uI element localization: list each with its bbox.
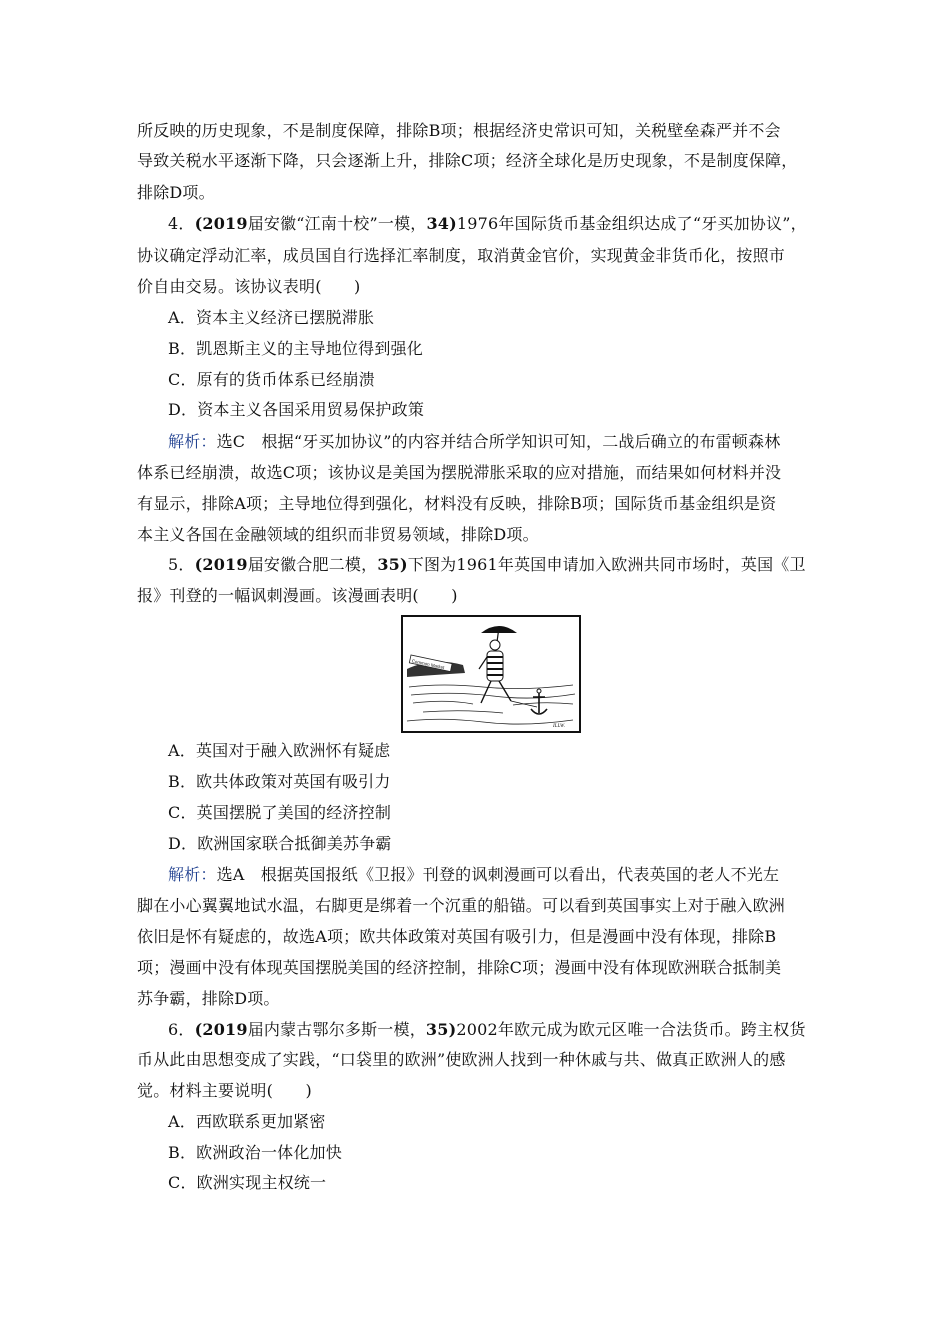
text-line-q5	[168, 555, 858, 575]
text-line-a4b	[137, 463, 827, 483]
text-segment: 6．	[168, 1020, 195, 1039]
analysis-label: 解析：	[168, 432, 217, 451]
text-segment: 届安徽合肥二模，	[247, 555, 378, 574]
text-segment: 体系已经崩溃，故选C项；该协议是美国为摆脱滞胀采取的应对措施，而结果如何材料并没	[137, 463, 782, 482]
text-segment: 届安徽“江南十校”一模，	[247, 214, 427, 233]
text-line-a5d	[137, 958, 827, 978]
text-segment: 脚在小心翼翼地试水温，右脚更是绑着一个沉重的船锚。可以看到英国事实上对于融入欧洲	[137, 896, 786, 915]
text-segment: 35)	[425, 1020, 457, 1039]
text-segment: 导致关税水平逐渐下降，只会逐渐上升，排除C项；经济全球化是历史现象，不是制度保障，	[137, 151, 798, 170]
text-segment: 4．	[168, 214, 195, 233]
text-segment: 选C 根据“牙买加协议”的内容并结合所学知识可知，二战后确立的布雷顿森林	[216, 432, 781, 451]
text-segment: B．欧洲政治一体化加快	[168, 1143, 342, 1162]
text-line-a4d	[137, 525, 827, 545]
text-segment: 届内蒙古鄂尔多斯一模，	[247, 1020, 426, 1039]
text-line-q4A	[168, 308, 858, 328]
text-line-q4D	[168, 400, 858, 420]
text-segment: D．资本主义各国采用贸易保护政策	[168, 400, 425, 419]
text-line-q5A	[168, 741, 858, 761]
cartoon-illustration-icon	[403, 617, 579, 731]
text-line-q5C	[168, 803, 858, 823]
text-line-l2	[137, 151, 827, 171]
text-segment: 项；漫画中没有体现英国摆脱美国的经济控制，排除C项；漫画中没有体现欧洲联合抵制美	[137, 958, 782, 977]
text-segment: 觉。材料主要说明( )	[137, 1081, 312, 1100]
text-segment: 34)	[426, 214, 457, 233]
text-segment: 依旧是怀有疑虑的，故选A项；欧共体政策对英国有吸引力，但是漫画中没有体现，排除B	[137, 927, 777, 946]
text-segment: (2019	[194, 555, 248, 574]
text-line-a5c	[137, 927, 827, 947]
text-line-q5b	[137, 586, 827, 606]
text-segment: D．欧洲国家联合抵御美苏争霸	[168, 834, 392, 853]
text-line-q6c	[137, 1081, 827, 1101]
text-segment: (2019	[194, 1020, 248, 1039]
text-line-q6C	[168, 1173, 858, 1193]
text-segment: 5．	[168, 555, 195, 574]
text-line-a5	[168, 865, 858, 885]
text-segment: 协议确定浮动汇率，成员国自行选择汇率制度，取消黄金官价，实现黄金非货币化，按照市	[137, 246, 786, 265]
text-line-q4	[168, 214, 858, 234]
text-line-a5b	[137, 896, 827, 916]
text-line-a5e	[137, 989, 827, 1009]
text-segment: (2019	[194, 214, 248, 233]
text-segment: 排除D项。	[137, 183, 215, 202]
text-line-q5D	[168, 834, 858, 854]
text-line-q6B	[168, 1143, 858, 1163]
text-line-l3	[137, 183, 827, 203]
text-segment: B．凯恩斯主义的主导地位得到强化	[168, 339, 423, 358]
text-segment: 1976年国际货币基金组织达成了“牙买加协议”，	[456, 214, 807, 233]
text-segment: 选A 根据英国报纸《卫报》刊登的讽刺漫画可以看出，代表英国的老人不光左	[216, 865, 780, 884]
text-segment: A．英国对于融入欧洲怀有疑虑	[168, 741, 391, 760]
text-line-a4c	[137, 494, 827, 514]
text-segment: 报》刊登的一幅讽刺漫画。该漫画表明( )	[137, 586, 458, 605]
text-segment: 2002年欧元成为欧元区唯一合法货币。跨主权货	[456, 1020, 806, 1039]
text-segment: 币从此由思想变成了实践，“口袋里的欧洲”使欧洲人找到一种休戚与共、做真正欧洲人的感	[137, 1050, 786, 1069]
text-segment: C．原有的货币体系已经崩溃	[168, 370, 375, 389]
text-line-l1	[137, 121, 827, 141]
text-line-q6	[168, 1020, 858, 1040]
text-segment: A．西欧联系更加紧密	[168, 1112, 326, 1131]
text-line-q4B	[168, 339, 858, 359]
text-line-a4	[168, 432, 858, 452]
text-line-q6A	[168, 1112, 858, 1132]
text-segment: C．英国摆脱了美国的经济控制	[168, 803, 392, 822]
text-line-q4b	[137, 246, 827, 266]
text-line-q6b	[137, 1050, 827, 1070]
text-segment: B．欧共体政策对英国有吸引力	[168, 772, 391, 791]
text-line-q5B	[168, 772, 858, 792]
text-line-q4C	[168, 370, 858, 390]
text-segment: C．欧洲实现主权统一	[168, 1173, 327, 1192]
cartoon-signature: ILLW.	[553, 724, 565, 729]
text-segment: 所反映的历史现象，不是制度保障，排除B项；根据经济史常识可知，关税壁垒森严并不会	[137, 121, 781, 140]
common-market-sign: Common Market	[411, 658, 445, 671]
text-segment: A．资本主义经济已摆脱滞胀	[168, 308, 375, 327]
text-segment: 苏争霸，排除D项。	[137, 989, 280, 1008]
text-segment: 有显示，排除A项；主导地位得到强化，材料没有反映，排除B项；国际货币基金组织是资	[137, 494, 777, 513]
text-segment: 下图为1961年英国申请加入欧洲共同市场时，英国《卫	[407, 555, 806, 574]
text-segment: 价自由交易。该协议表明( )	[137, 277, 361, 296]
guardian-cartoon-image	[401, 615, 581, 733]
text-segment: 本主义各国在金融领域的组织而非贸易领域，排除D项。	[137, 525, 539, 544]
text-line-q4c	[137, 277, 827, 297]
analysis-label: 解析：	[168, 865, 217, 884]
text-segment: 35)	[377, 555, 408, 574]
